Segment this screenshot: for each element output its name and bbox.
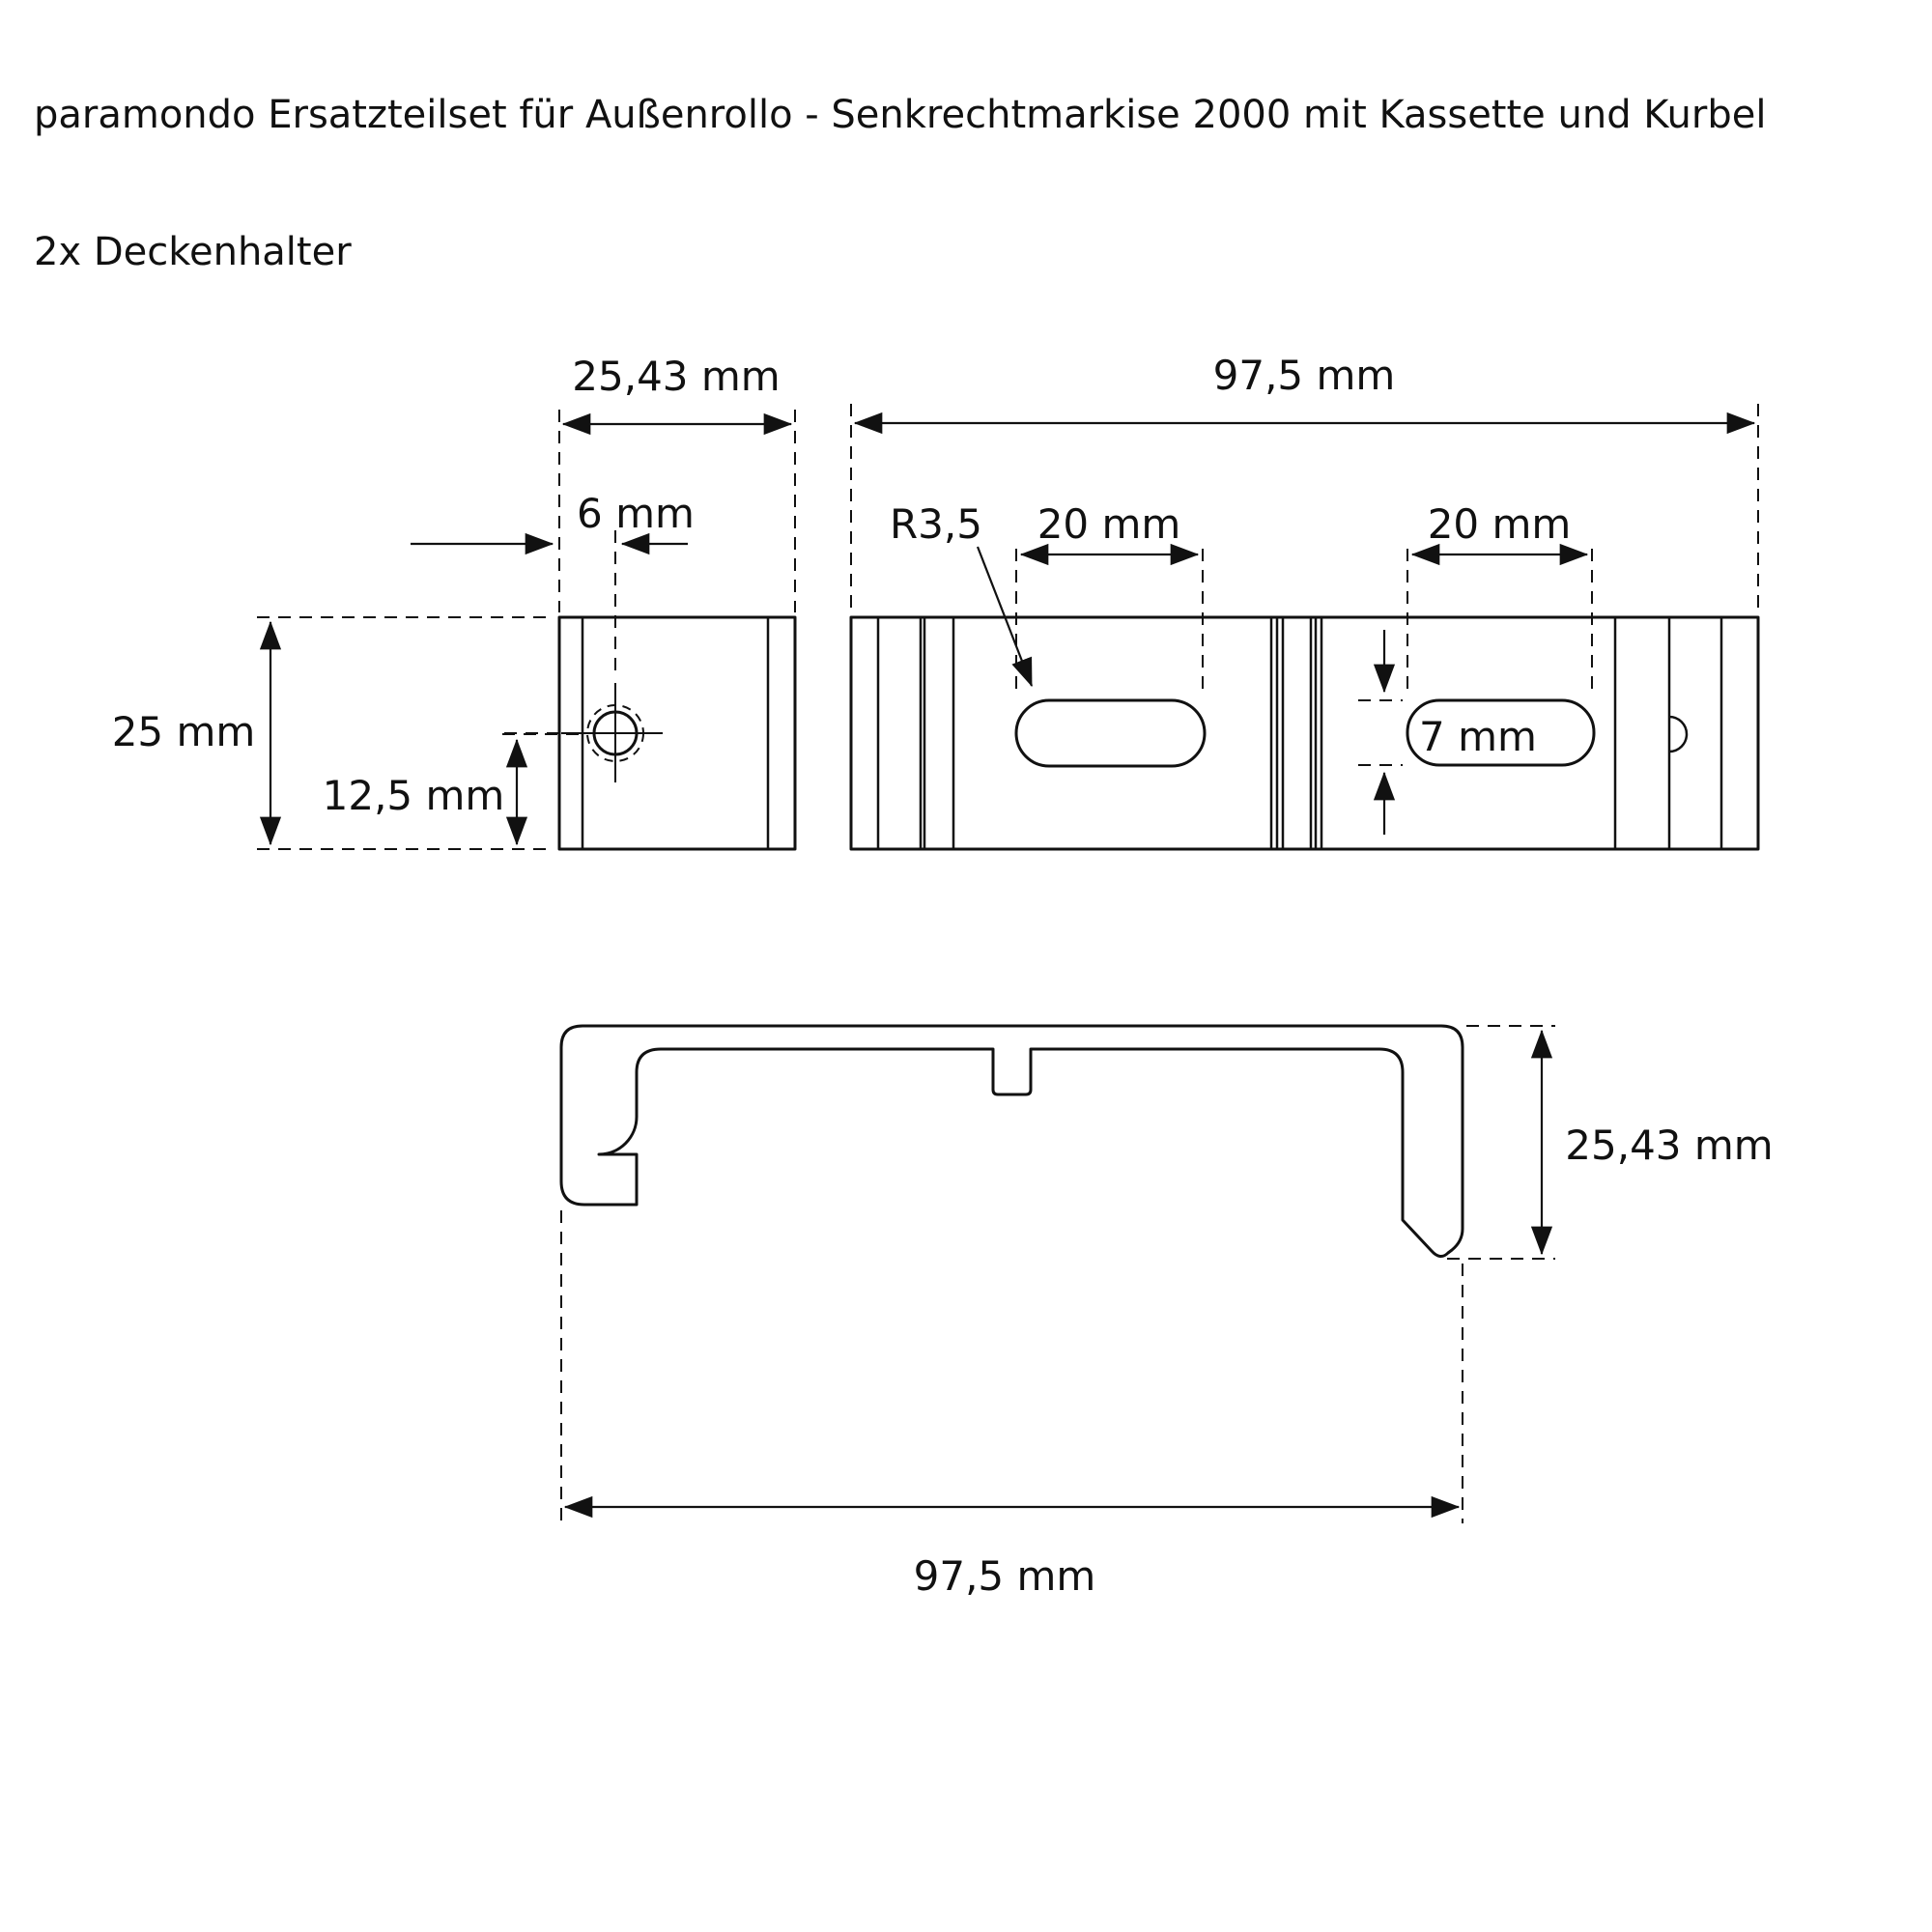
dim-profile-height [1447,1026,1774,1259]
dim-label: R3,5 [890,500,982,548]
dim-label: 97,5 mm [913,1552,1096,1600]
dim-label: 25,43 mm [1565,1122,1774,1169]
dim-profile-length [561,1210,1463,1600]
dim-label: 12,5 mm [322,772,505,819]
dim-label: 20 mm [1427,500,1572,548]
dim-label: 7 mm [1419,713,1537,760]
title-line1: paramondo Ersatzteilset für Außenrollo - Senkrechtmarkise 2000 mit Kassette und Kurbel [34,93,1767,137]
dim-label: 25,43 mm [572,353,781,400]
dim-label: 20 mm [1037,500,1181,548]
dim-side-width [559,353,795,612]
dim-hole-offset [411,490,695,544]
title-block [34,93,1766,274]
dim-hole-height [323,734,580,844]
profile-outline [561,1026,1463,1257]
side-view [112,353,795,849]
dim-label: 25 mm [111,708,256,755]
slot-1 [1016,700,1205,766]
dim-label: 97,5 mm [1212,352,1396,399]
dim-label: 6 mm [577,490,695,537]
profile-view [561,1026,1774,1600]
title-line2: 2x Deckenhalter [34,230,352,274]
front-view [851,352,1758,849]
front-view-body [851,617,1758,849]
